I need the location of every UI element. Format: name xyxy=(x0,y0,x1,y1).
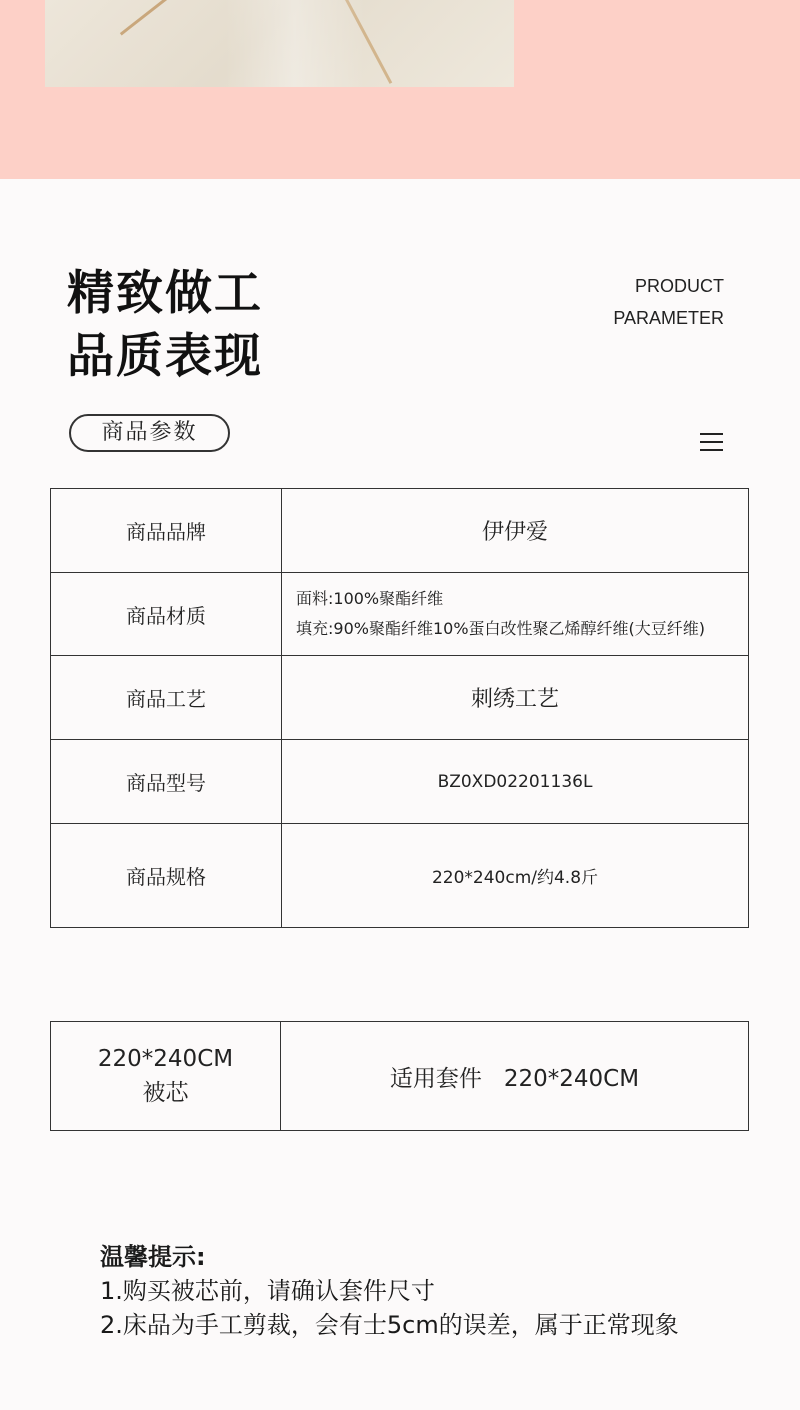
param-key: 商品规格 xyxy=(51,824,282,928)
size-fit-value xyxy=(281,1022,749,1131)
size-table xyxy=(50,1021,749,1131)
param-value xyxy=(282,573,749,656)
tip-line-1: 1.购买被芯前，请确认套件尺寸 xyxy=(100,1277,435,1305)
table-row xyxy=(51,740,749,824)
menu-icon[interactable] xyxy=(700,433,723,453)
material-line-2: 填充:90%聚酯纤维10%蛋白改性聚乙烯醇纤维(大豆纤维) xyxy=(296,619,706,638)
warm-tips xyxy=(100,1240,679,1342)
parameter-table xyxy=(50,488,749,928)
size-label xyxy=(51,1022,281,1131)
page-title xyxy=(67,262,263,388)
param-key: 商品型号 xyxy=(51,740,282,824)
subtitle-line-2: PARAMETER xyxy=(613,308,724,328)
product-photo xyxy=(45,0,514,87)
title-line-1: 精致做工 xyxy=(67,266,263,321)
tips-heading: 温馨提示: xyxy=(100,1243,206,1271)
param-value: 220*240cm/约4.8斤 xyxy=(282,824,749,928)
size-item: 被芯 xyxy=(142,1080,189,1106)
title-line-2: 品质表现 xyxy=(67,329,263,384)
section-label-pill: 商品参数 xyxy=(69,414,230,452)
english-subtitle xyxy=(613,270,724,334)
param-value: 伊伊爱 xyxy=(282,489,749,573)
table-row xyxy=(51,824,749,928)
param-key: 商品品牌 xyxy=(51,489,282,573)
table-row xyxy=(51,573,749,656)
size-fit-text: 适用套件 220*240CM xyxy=(389,1065,640,1092)
param-value: 刺绣工艺 xyxy=(282,656,749,740)
param-value: BZ0XD02201136L xyxy=(282,740,749,824)
param-key: 商品工艺 xyxy=(51,656,282,740)
table-row xyxy=(51,1022,749,1131)
quilt-seam xyxy=(120,0,177,35)
material-line-1: 面料:100%聚酯纤维 xyxy=(296,589,444,608)
size-dimension: 220*240CM xyxy=(97,1046,234,1072)
hero-banner xyxy=(0,0,800,179)
photo-highlight xyxy=(225,0,365,87)
param-key: 商品材质 xyxy=(51,573,282,656)
table-row xyxy=(51,489,749,573)
tip-line-2: 2.床品为手工剪裁，会有士5cm的误差，属于正常现象 xyxy=(100,1311,679,1339)
table-row xyxy=(51,656,749,740)
subtitle-line-1: PRODUCT xyxy=(635,276,724,296)
